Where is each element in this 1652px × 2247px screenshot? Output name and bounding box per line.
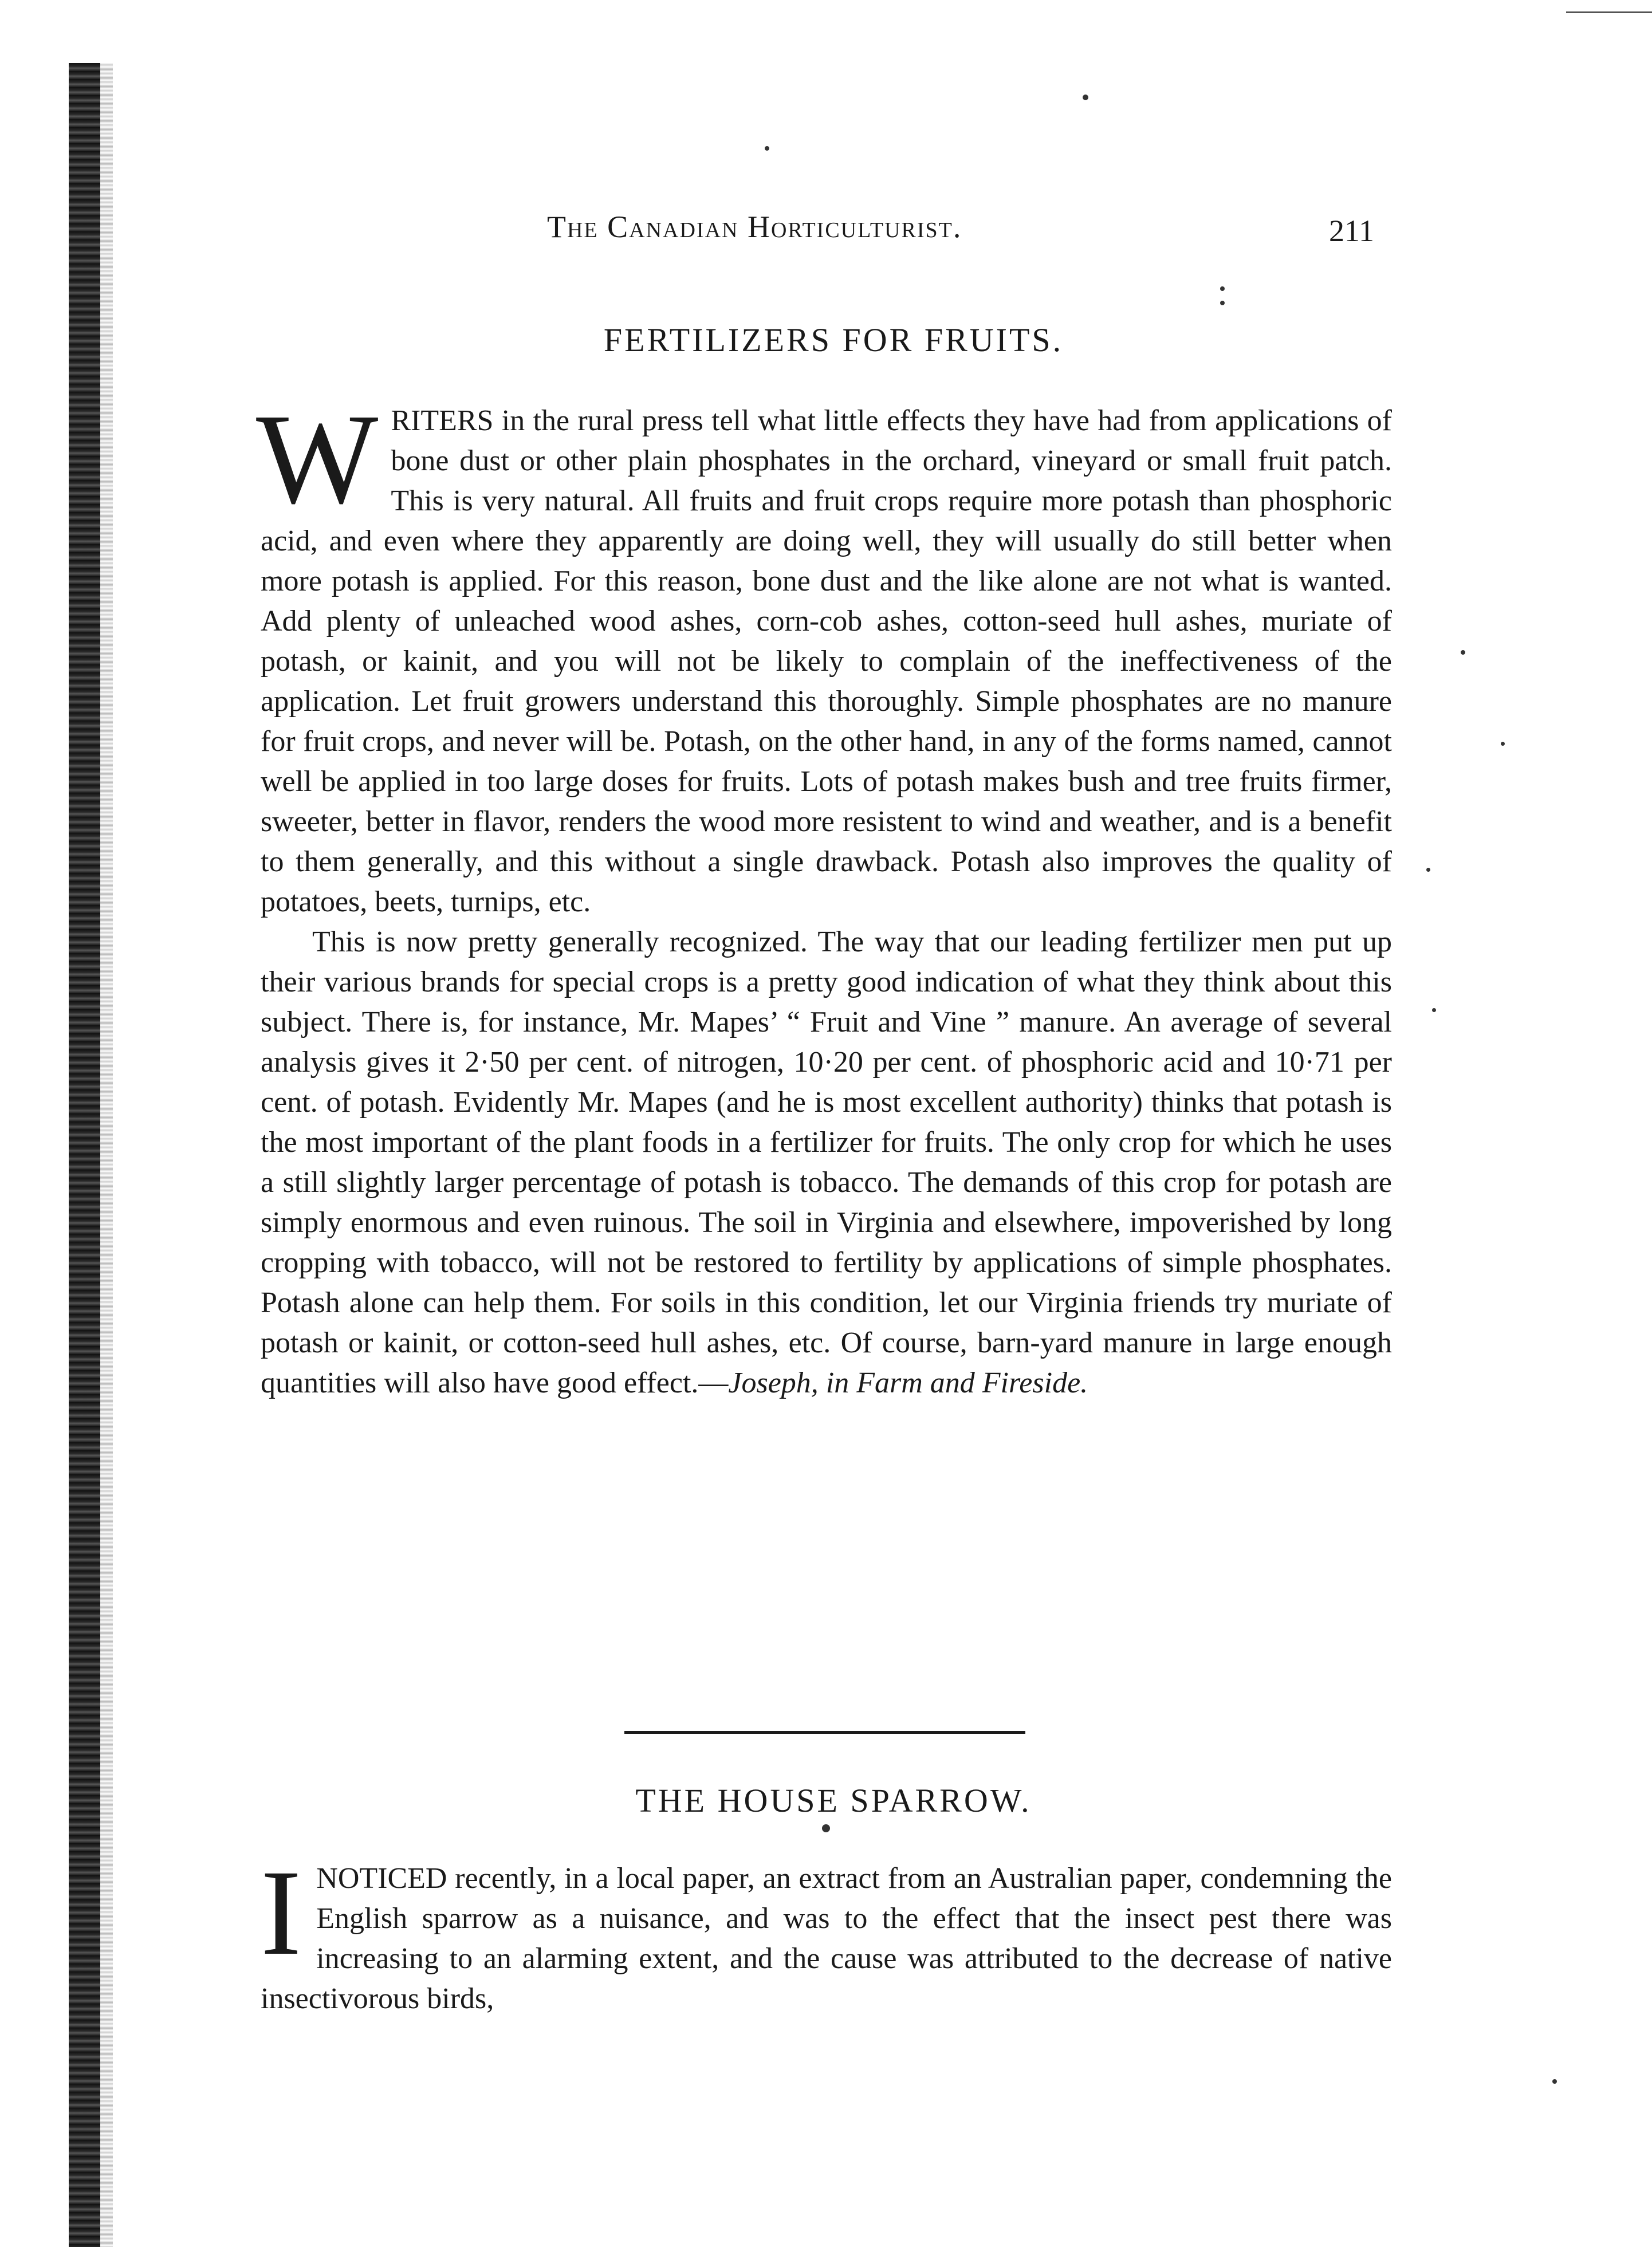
paragraph-text: This is now pretty generally recognized. The way that our leading fertilizer men put up their various brands for special crops is a pretty good indication of what they think about this subject. There is, for instance, Mr. Mapes’ “ Fruit and Vine ” manure. An average of several analysis gives it 2·50 per cent. of nitrogen, 10·20 per cent. of phosphoric acid and 10·71 per cent. of potash. Evidently Mr. Mapes (and he is most excellent authority) thinks that potash is the most important of the plant foods in a fertilizer for fruits. The only crop for which he uses a still slightly larger percentage of potash is tobacco. The demands of this crop for potash are simply enormous and even ruinous. The soil in Virginia and elsewhere, impoverished by long cropping with tobacco, will not be restored to fertility by applications of simple phosphates. Potash alone can help them. For soils in this condition, let our Virginia friends try muriate of potash or kainit, or cotton-seed hull ashes, etc. Of course, barn-yard manure in large enough quantities will also have good effect.—: [261, 926, 1392, 1399]
scan-speck: [765, 146, 769, 151]
paragraph-1: [261, 1845, 1392, 2019]
article-paragraph: [261, 1845, 1392, 2019]
corner-rule: [1566, 11, 1652, 13]
book-spine-edge: [100, 63, 113, 2247]
scan-speck: [822, 1824, 830, 1832]
paragraph-2: [261, 922, 1392, 1403]
running-header: The Canadian Horticulturist.: [547, 210, 962, 244]
section-divider: [624, 1731, 1025, 1734]
paragraph-text: in the rural press tell what little effects they have had from applications of bone dust or other plain phosphates in the orchard, vineyard or small fruit patch. This is very natural. All fruits and fruit crops require more potash than phosphoric acid, and even where they apparently are doing well, they will usually do still better when more potash is applied. For this reason, bone dust and the like alone are not what is wanted. Add plenty of unleached wood ashes, corn-cob ashes, cotton-seed hull ashes, muriate of potash, or kainit, and you will not be likely to complain of the ineffectiveness of the application. Let fruit growers understand this thoroughly. Simple phosphates are no manure for fruit crops, and never will be. Potash, on the other hand, in any of the forms named, cannot well be applied in too large doses for fruits. Lots of potash makes bush and tree fruits firmer, sweeter, better in flavor, renders the wood more resistent to wind and weather, and is a benefit to them generally, and this without a single drawback. Potash also improves the quality of potatoes, beets, turnips, etc.: [261, 404, 1392, 918]
page-number: 211: [1329, 214, 1374, 248]
article-title-fertilizers: FERTILIZERS FOR FRUITS.: [603, 321, 1064, 359]
article-title-sparrow: THE HOUSE SPARROW.: [635, 1782, 1032, 1819]
lead-word: NOTICED: [316, 1862, 447, 1895]
paragraph-1: [261, 401, 1392, 922]
scan-speck: [1083, 95, 1088, 100]
lead-word: RITERS: [391, 404, 494, 437]
article-body-fertilizers: [256, 387, 1392, 1403]
article-body-sparrow: [261, 1845, 1392, 2019]
scan-speck: [1552, 2079, 1557, 2084]
scan-speck: [1432, 1008, 1436, 1012]
scan-speck: [1461, 650, 1465, 655]
drop-cap: I: [261, 1845, 302, 1981]
article-paragraph: [256, 387, 1392, 922]
scan-speck: [1220, 286, 1225, 291]
source-signature: Joseph, in Farm and Fireside.: [728, 1367, 1088, 1399]
drop-cap: W: [256, 387, 379, 530]
paragraph-text: recently, in a local paper, an extract from an Australian paper, condemning the English sparrow as a nuisance, and was to the effect that the insect pest there was increasing to an alarming extent, and the cause was attributed to the decrease of native insectivorous birds,: [261, 1862, 1392, 2015]
book-spine-shadow: [69, 63, 100, 2247]
scan-speck: [1426, 868, 1430, 872]
scan-speck: [1220, 301, 1225, 305]
scan-speck: [1501, 742, 1505, 746]
